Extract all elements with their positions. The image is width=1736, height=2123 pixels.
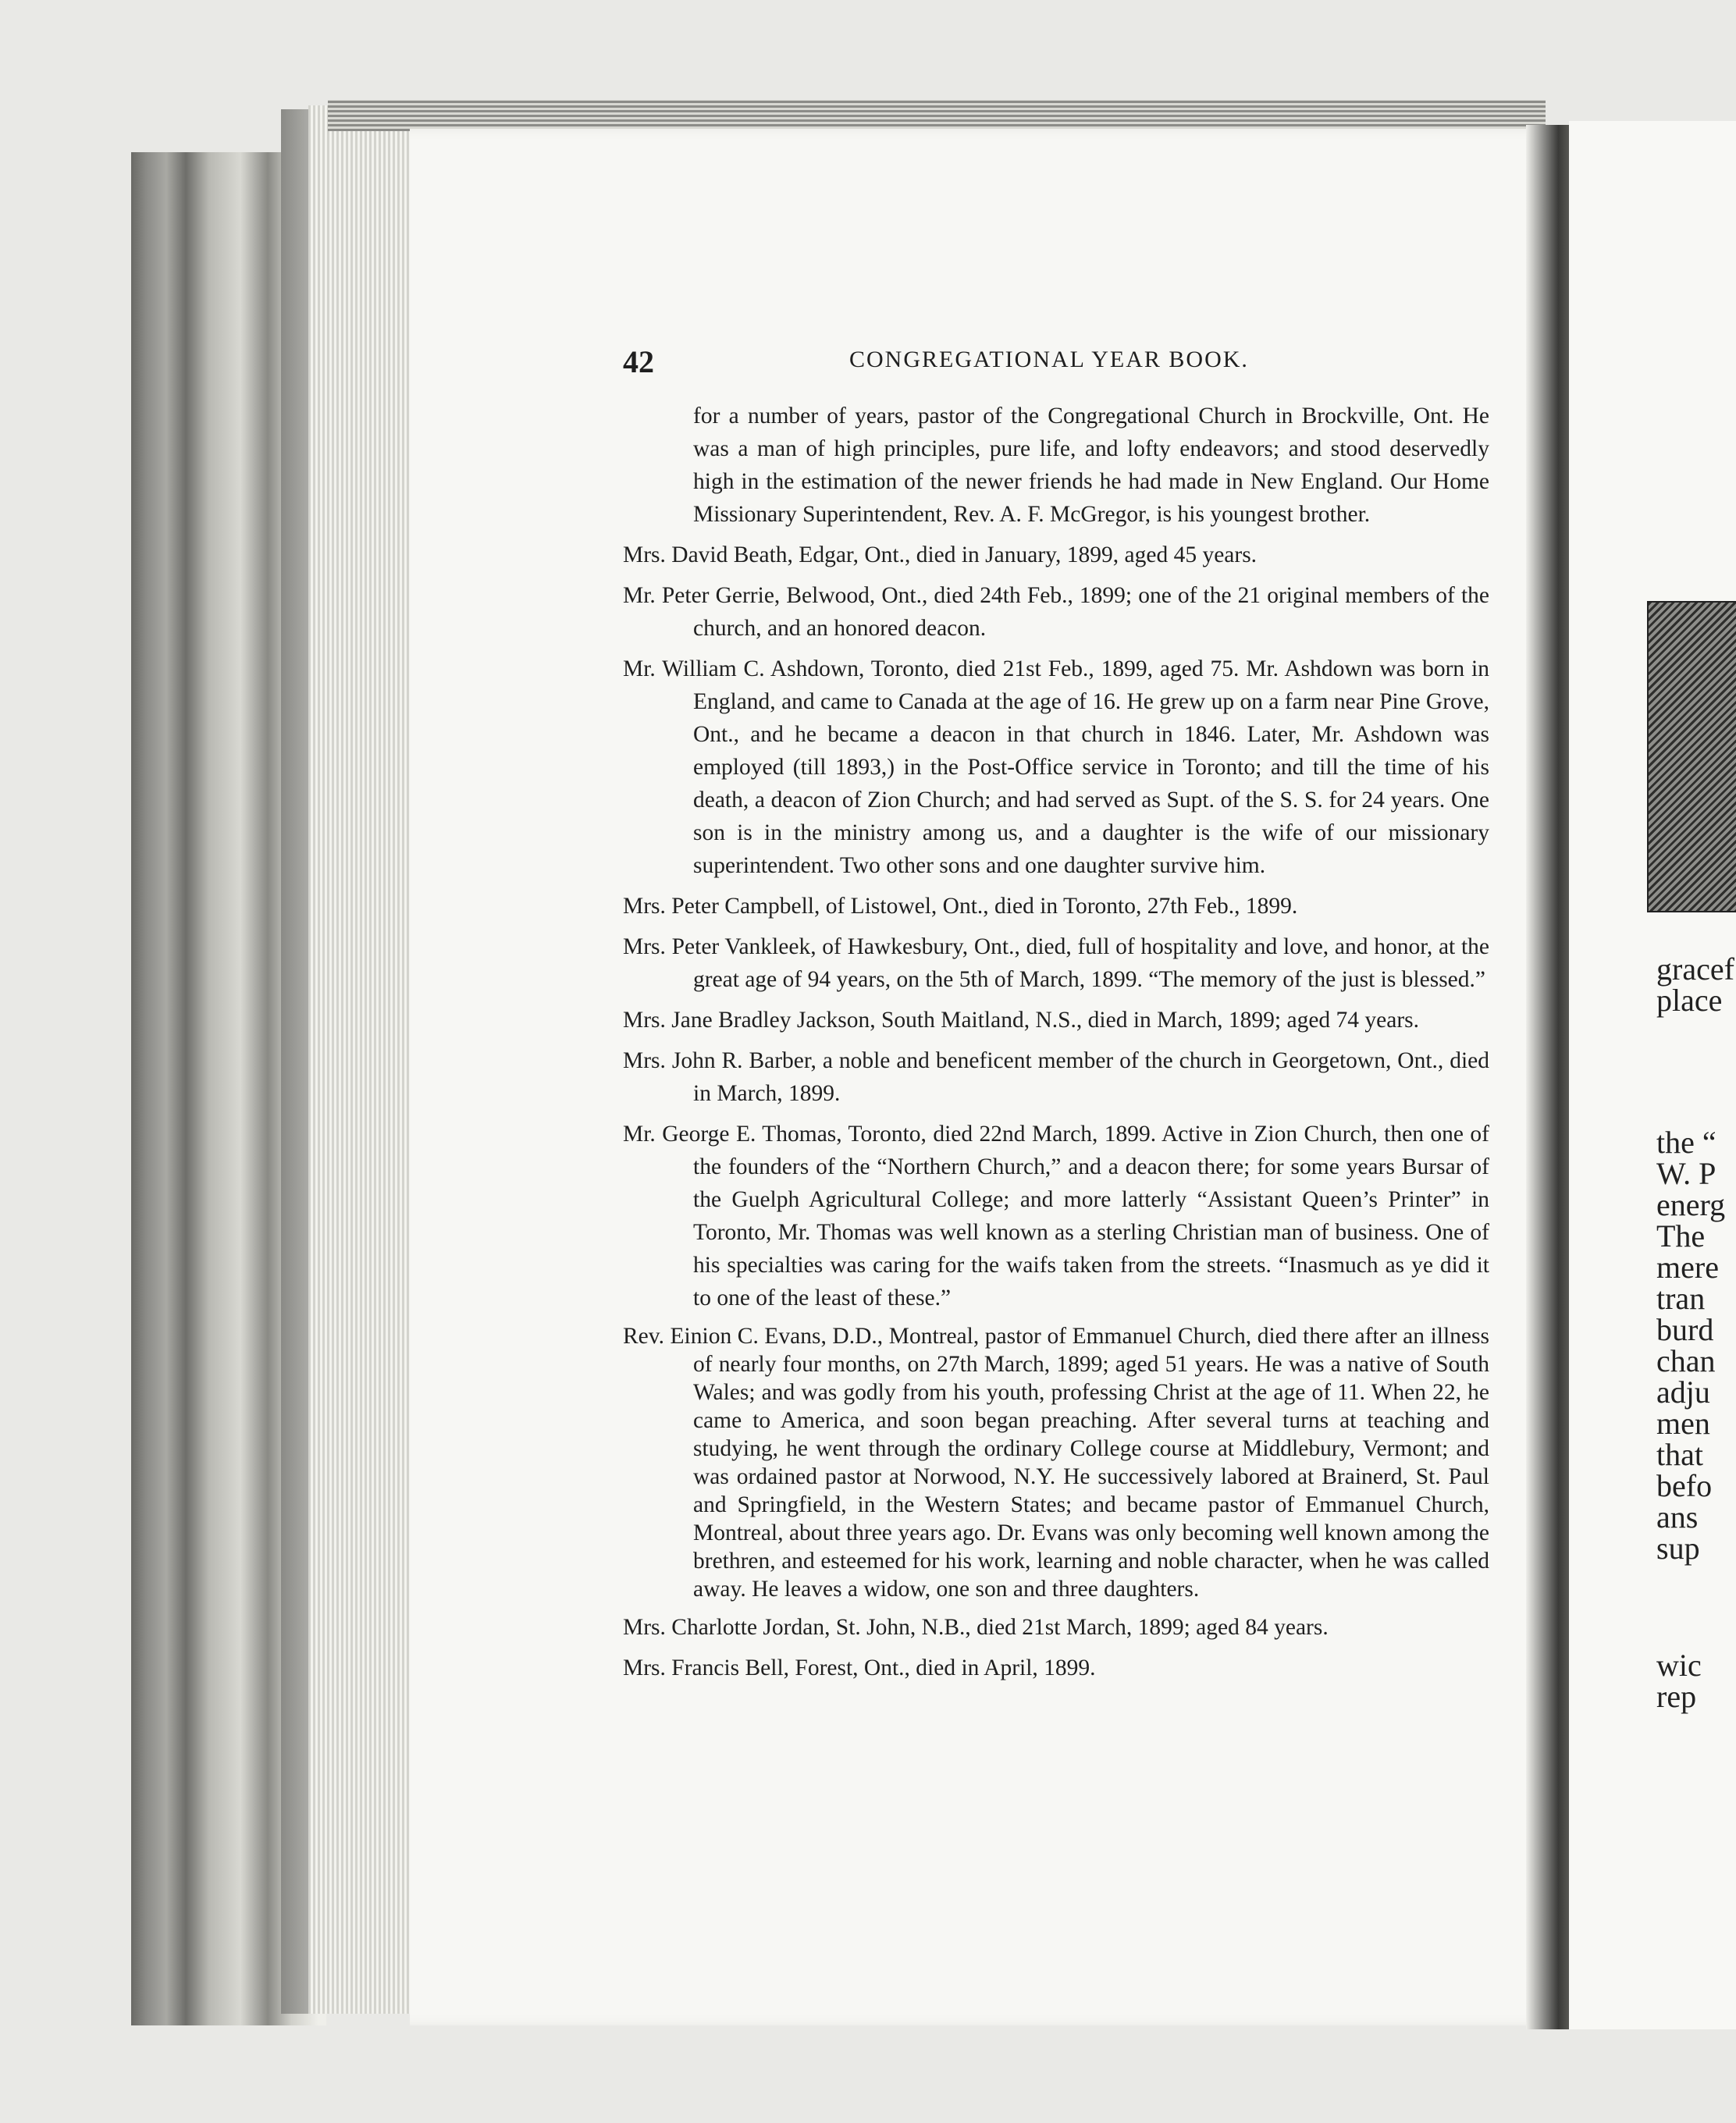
obituary-entry: Mrs. Charlotte Jordan, St. John, N.B., died 21st March, 1899; aged 84 years. <box>623 1615 1329 1640</box>
right-page-fragment: burd <box>1656 1312 1714 1347</box>
right-page-fragment: men <box>1656 1406 1710 1441</box>
page-number: 42 <box>623 344 654 379</box>
page-header <box>623 343 1302 382</box>
obituary-entry: Mrs. Peter Vankleek, of Hawkesbury, Ont., died, full of hospitality and love, and honor, at the great age of 94 years, on the 5th of March, 1899. “The memory of the just is blessed.” <box>623 934 1489 992</box>
right-page-fragment: adju <box>1656 1374 1710 1410</box>
right-page-fragment: the “ <box>1656 1125 1716 1160</box>
right-page-fragment: that <box>1656 1437 1703 1472</box>
obituary-entry: Mr. George E. Thomas, Toronto, died 22nd March, 1899. Active in Zion Church, then one of the founders of the “Northern Church,” and a deacon there; for some years Bursar of the Guelph Agricultural College; and more latterly “Assistant Queen’s Printer” in Toronto, Mr. Thomas was well known as a sterling Christian man of business. One of his specialties was caring for the waifs taken from the streets. “Inasmuch as ye did it to one of the least of these.” <box>623 1122 1489 1310</box>
right-page-fragment: ans <box>1656 1499 1699 1534</box>
right-page-fragment: The <box>1656 1218 1706 1254</box>
obituary-entry: Rev. Einion C. Evans, D.D., Montreal, pastor of Emmanuel Church, died there after an illness of nearly four months, on 27th March, 1899; aged 51 years. He was a native of South Wales; and was godly from his youth, professing Christ at the age of 11. When 22, he came to America, and soon began preaching. After several turns at teaching and studying, he went through the ordinary College course at Middlebury, Vermont; and was ordained pastor at Norwood, N.Y. He successively labored at Brainerd, St. Paul and Springfield, in the Western States; and became pastor of Emmanuel Church, Montreal, about three years ago. Dr. Evans was only becoming well known among the brethren, and esteemed for his work, learning and noble character, when he was called away. He leaves a widow, one son and three daughters. <box>623 1324 1489 1602</box>
obituary-entry: Mrs. John R. Barber, a noble and beneficent member of the church in Georgetown, Ont., died in March, 1899. <box>623 1048 1489 1106</box>
right-page-fragment: place <box>1656 983 1723 1018</box>
right-page-fragment: befo <box>1656 1468 1713 1503</box>
top-page-edges <box>328 100 1546 131</box>
obituary-entry: Mr. William C. Ashdown, Toronto, died 21st Feb., 1899, aged 75. Mr. Ashdown was born in England, and came to Canada at the age of 16. He grew up on a farm near Pine Grove, Ont., and he became a deacon in that church in 1846. Later, Mr. Ashdown was employed (till 1893,) in the Post-Office service in Toronto; and till the time of his death, a deacon of Zion Church; and had served as Supt. of the S. S. for 24 years. One son is in the ministry among us, and a daughter is the wife of our missionary superintendent. Two other sons and one daughter survive him. <box>623 656 1489 878</box>
right-page-fragment: wic <box>1656 1648 1702 1683</box>
right-page <box>1569 121 1736 2029</box>
right-page-fragment: sup <box>1656 1531 1700 1566</box>
right-page-fragment: tran <box>1656 1281 1706 1316</box>
engraving-illustration <box>1647 601 1736 912</box>
obituary-entry: Mrs. Peter Campbell, of Listowel, Ont., died in Toronto, 27th Feb., 1899. <box>623 894 1298 919</box>
right-page-fragment: rep <box>1656 1679 1697 1714</box>
obituary-list <box>623 400 1489 1692</box>
obituary-entry: Mrs. Francis Bell, Forest, Ont., died in April, 1899. <box>623 1655 1096 1680</box>
right-page-fragment: W. P <box>1656 1156 1716 1191</box>
obituary-entry: Mrs. Jane Bradley Jackson, South Maitland, N.S., died in March, 1899; aged 74 years. <box>623 1008 1420 1033</box>
obituary-continuation: for a number of years, pastor of the Congregational Church in Brockville, Ont. He was a man of high principles, pure life, and lofty endeavors; and stood deservedly high in the estimation of the newer friends he had made in New England. Our Home Missionary Superintendent, Rev. A. F. McGregor, is his youngest brother. <box>693 404 1489 527</box>
right-page-fragment: chan <box>1656 1343 1716 1378</box>
right-page-fragment: mere <box>1656 1250 1719 1285</box>
running-title: CONGREGATIONAL YEAR BOOK. <box>849 347 1249 372</box>
obituary-entry: Mrs. David Beath, Edgar, Ont., died in January, 1899, aged 45 years. <box>623 542 1258 567</box>
right-page-fragment: gracef <box>1656 951 1734 987</box>
obituary-entry: Mr. Peter Gerrie, Belwood, Ont., died 24th Feb., 1899; one of the 21 original members of the church, and an honored deacon. <box>623 583 1489 641</box>
right-page-fragment: energ <box>1656 1187 1726 1222</box>
